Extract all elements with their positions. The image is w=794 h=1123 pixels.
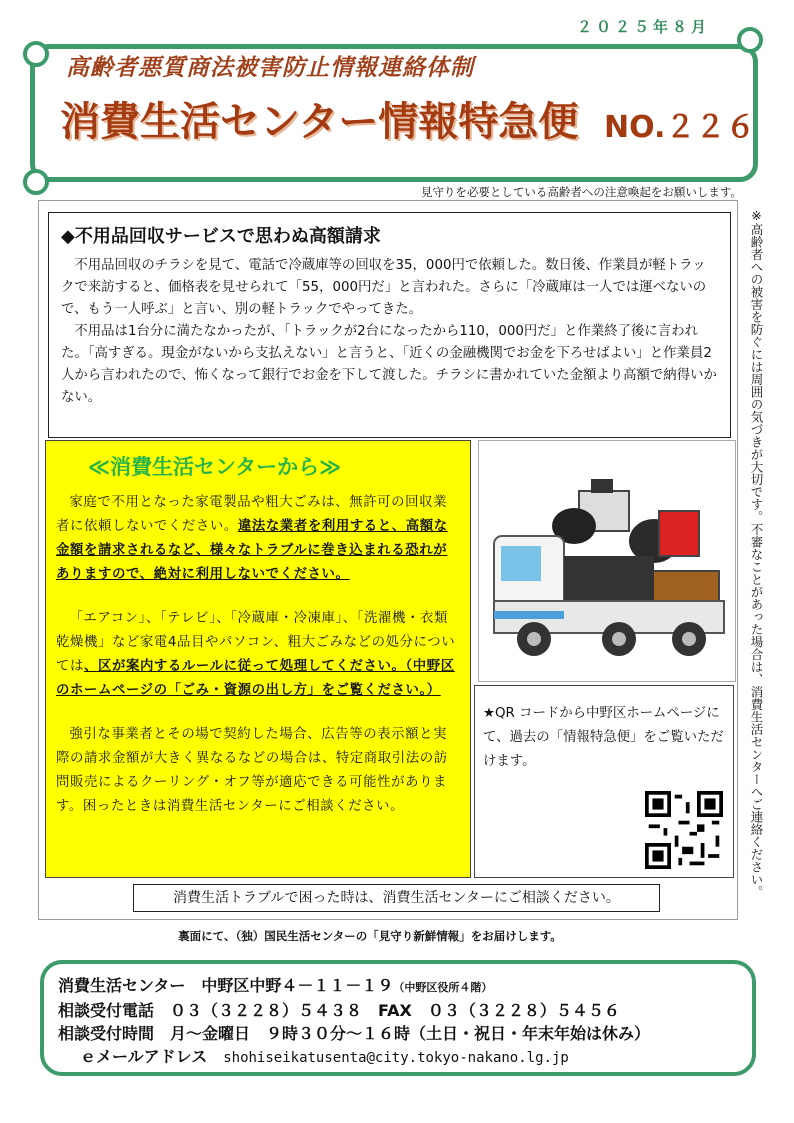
- qr-note: ★QR コードから中野区ホームページにて、過去の「情報特急便」をご覧いただけます。: [483, 706, 724, 769]
- header-subtitle: 高齢者悪質商法被害防止情報連絡体制: [66, 55, 474, 81]
- issue-number: NO.２２６: [604, 110, 756, 145]
- issue-date: ２０２５年８月: [576, 18, 710, 36]
- email-label: ｅメールアドレス: [80, 1047, 208, 1066]
- email-link[interactable]: shohiseikatusenta@city.tokyo-nakano.lg.jp: [223, 1050, 569, 1066]
- contact-footer: [40, 960, 756, 1076]
- header-caption: 見守りを必要としている高齢者への注意喚起をお願いします。: [420, 185, 742, 199]
- email-line: [58, 1045, 752, 1070]
- side-note: ※高齢者への被害を防ぐには周囲の気づきが大切です。不審なことがあった場合は、消費生活センターへご連絡ください。: [749, 208, 764, 898]
- advice-rule: 、区が案内するルールに従って処理してください。（中野区のホームページの「ごみ・資源の出し方」をご覧ください。）: [56, 659, 455, 698]
- advice-warning: 違法な業者を利用すると、高額な金額を請求されるなど、様々なトラブルに巻き込まれる恐れがありますので、絶対に利用しないでください。: [56, 519, 448, 582]
- advice-heading: ≪消費生活センターから≫: [88, 455, 342, 479]
- address-line: [58, 974, 752, 999]
- back-page-note: 裏面にて、（独）国民生活センターの「見守り新鮮情報」をお届けします。: [178, 929, 562, 943]
- article-paragraph: 不用品は1台分に満たなかったが、「トラックが2台になったから110，000円だ」と作業終了後に言われた。「高すぎる。現金がないから支払えない」と言うと、「近くの金融機関でお金を下ろせばよい」と作業員2人から言われたので、怖くなって銀行でお金を下して渡した。チラシに書かれていた金額より高額で納得いかない。: [61, 324, 717, 405]
- address-note: （中野区役所４階）: [393, 981, 493, 994]
- article-heading: ◆不用品回収サービスで思わぬ高額請求: [61, 226, 381, 247]
- truck-illustration: [478, 440, 736, 682]
- consultation-callout: 消費生活トラブルで困った時は、消費生活センターにご相談ください。: [133, 884, 660, 912]
- advice-text: 「エアコン」、「テレビ」、「冷蔵庫・冷凍庫」、「洗濯機・衣類乾燥機」など家電4品目やパソコン、粗大ごみなどの処分については: [56, 611, 456, 674]
- case-article: [48, 212, 731, 438]
- qr-code[interactable]: [645, 791, 723, 869]
- address: 消費生活センター 中野区中野４－１１－１９: [58, 976, 394, 995]
- hours-line: 相談受付時間 月～金曜日 ９時３０分～１６時（土日・祝日・年末年始は休み）: [58, 1024, 651, 1043]
- phone-line: 相談受付電話 ０３（３２２８）５４３８ FAX ０３（３２２８）５４５６: [58, 1001, 620, 1020]
- page-title: 消費生活センター情報特急便: [60, 99, 579, 145]
- advice-text: 家庭で不用となった家電製品や粗大ごみは、無許可の回収業者に依頼しないでください。: [56, 495, 448, 534]
- advice-box: [45, 440, 471, 878]
- scroll-curl-decoration: [23, 169, 49, 195]
- scroll-curl-decoration: [737, 27, 763, 53]
- qr-info-box: [474, 685, 734, 878]
- advice-paragraph: [56, 491, 460, 587]
- scroll-curl-decoration: [23, 41, 49, 67]
- advice-paragraph: [56, 607, 460, 703]
- article-paragraph: 不用品回収のチラシを見て、電話で冷蔵庫等の回収を35，000円で依頼した。数日後、作業員が軽トラックで来訪すると、価格表を見せられて「55，000円だ」と言われた。さらに「冷蔵庫は一人では運べないので、もう一人呼ぶ」と言い、別の軽トラックでやってきた。: [61, 258, 707, 317]
- advice-paragraph: 強引な事業者とその場で契約した場合、広告等の表示額と実際の請求金額が大きく異なるなどの場合は、特定商取引法の訪問販売によるクーリング・オフ等が適応できる可能性があります。困ったときは消費生活センターにご相談ください。: [56, 727, 448, 814]
